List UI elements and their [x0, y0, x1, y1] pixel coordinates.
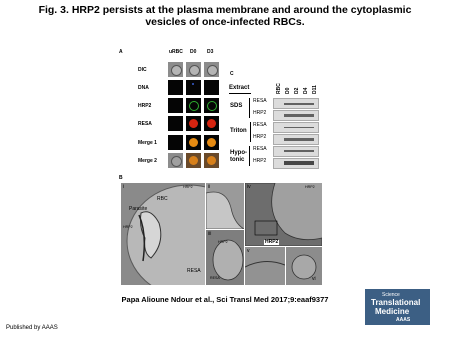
em-subpanel-vi [286, 247, 322, 285]
em-subpanel-v [245, 247, 285, 285]
subpanel-ii-label: ii [208, 184, 211, 190]
em-label-resa-iii: RESA [210, 276, 220, 280]
band-label-triton-resa: RESA [253, 122, 267, 128]
micrograph-merge2-d0 [186, 153, 201, 168]
em-subpanel-iii [206, 230, 244, 285]
column-label-d0: D0 [190, 49, 197, 55]
extract-underline [229, 93, 251, 94]
row-label-merge-2: Merge 2 [138, 158, 157, 164]
figure-title: Fig. 3. HRP2 persists at the plasma membrane and around the cytoplasmic vesicles of once-infected RBCs. [38, 4, 412, 28]
row-label-merge-1: Merge 1 [138, 140, 157, 146]
lane-label-d11: D11 [312, 85, 318, 94]
subpanel-vi-label: vi [312, 276, 316, 282]
blot-sds-resa [273, 98, 319, 109]
column-label-d3: D3 [207, 49, 214, 55]
micrograph-resa-d0 [186, 116, 201, 131]
journal-logo [365, 289, 430, 325]
micrograph-hrp2-d0 [186, 98, 201, 113]
group-bracket-triton [250, 122, 251, 142]
band-label-sds-resa: RESA [253, 98, 267, 104]
group-bracket-sds [249, 98, 250, 118]
journal-logo-line1: Science [382, 292, 400, 298]
micrograph-dic-d3 [204, 62, 219, 77]
em-label-hrp2-iv: HRP2 [305, 185, 315, 189]
lane-label-rbc: RBC [276, 83, 282, 94]
em-subpanel-i [121, 183, 205, 285]
lane-label-d0: D0 [285, 87, 291, 94]
subpanel-i-label: i [123, 184, 125, 190]
band-label-sds-hrp2: HRP2 [253, 110, 267, 116]
lane-label-d2: D2 [294, 87, 300, 94]
micrograph-merge1-urbc [168, 135, 183, 150]
em-label-hrp2-i-top: HRP2 [183, 185, 193, 189]
blot-triton-resa [273, 122, 319, 133]
micrograph-hrp2-d3 [204, 98, 219, 113]
micrograph-dna-urbc [168, 80, 183, 95]
journal-logo-line2: Translational [371, 298, 421, 307]
micrograph-hrp2-urbc [168, 98, 183, 113]
blot-triton-hrp2 [273, 134, 319, 145]
column-label-urbc: uRBC [169, 49, 183, 55]
micrograph-dic-urbc [168, 62, 183, 77]
row-label-hrp2: HRP2 [138, 103, 152, 109]
panel-c-letter: C [230, 71, 234, 77]
journal-logo-line4: AAAS [396, 317, 411, 323]
micrograph-merge2-urbc [168, 153, 183, 168]
blot-hypotonic-hrp2 [273, 158, 319, 169]
panel-b-letter: B [119, 175, 123, 181]
micrograph-merge1-d0 [186, 135, 201, 150]
band-label-triton-hrp2: HRP2 [253, 134, 267, 140]
lane-label-d4: D4 [303, 87, 309, 94]
subpanel-iii-label: iii [208, 231, 212, 237]
extract-label: Extract [229, 85, 250, 91]
subpanel-iv-label: iv [247, 184, 251, 190]
publisher-footer: Published by AAAS [6, 325, 58, 331]
group-label-sds: SDS [230, 103, 243, 109]
micrograph-resa-urbc [168, 116, 183, 131]
blot-hypotonic-resa [273, 146, 319, 157]
em-label-hrp2-i: HRP2 [123, 225, 133, 229]
micrograph-merge1-d3 [204, 135, 219, 150]
micrograph-merge2-d3 [204, 153, 219, 168]
micrograph-resa-d3 [204, 116, 219, 131]
blot-sds-hrp2 [273, 110, 319, 121]
group-label-triton: Triton [230, 128, 247, 134]
band-label-hypotonic-hrp2: HRP2 [253, 158, 267, 164]
journal-logo-line3: Medicine [375, 307, 410, 316]
em-subpanel-ii [206, 183, 244, 229]
citation-caption: Papa Alioune Ndour et al., Sci Transl Med 2017;9:eaaf9377 [121, 295, 329, 304]
em-label-resa-i: RESA [187, 268, 201, 274]
em-label-hrp2-callout: HRP2 [265, 239, 279, 245]
micrograph-dic-d0 [186, 62, 201, 77]
em-label-rbc: RBC [157, 196, 168, 202]
group-bracket-hypotonic [249, 146, 250, 166]
em-subpanel-iv [245, 183, 322, 246]
subpanel-v-label: v [247, 248, 250, 254]
row-label-dic: DIC [138, 67, 147, 73]
group-label-hypotonic: Hypo- tonic [230, 150, 247, 163]
panel-a-letter: A [119, 49, 123, 55]
micrograph-dna-d0 [186, 80, 201, 95]
micrograph-dna-d3 [204, 80, 219, 95]
row-label-dna: DNA [138, 85, 149, 91]
em-label-hrp2-iii: HRP2 [218, 240, 228, 244]
em-label-parasite: Parasite [129, 206, 148, 212]
band-label-hypotonic-resa: RESA [253, 146, 267, 152]
row-label-resa: RESA [138, 121, 152, 127]
